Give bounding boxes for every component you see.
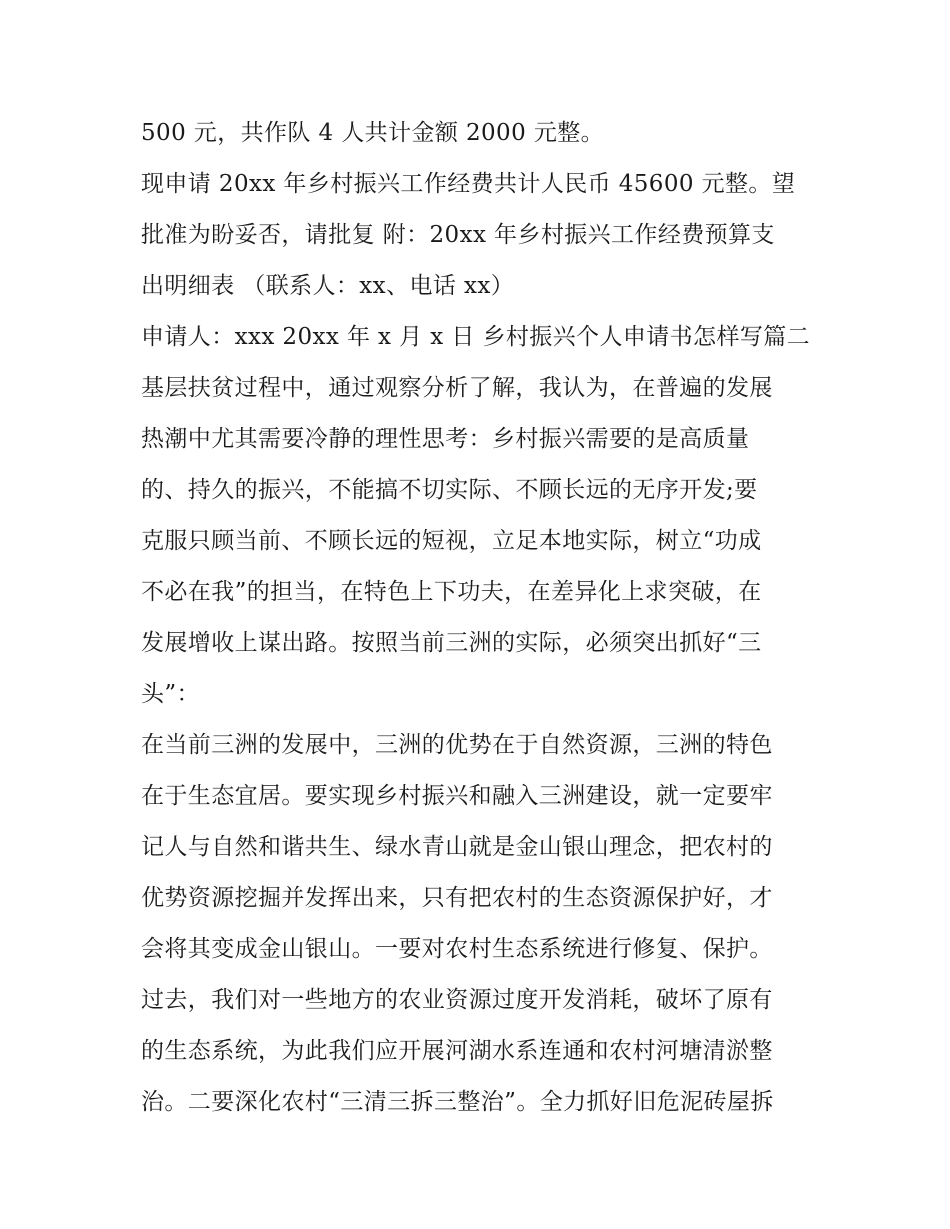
text-line-7: 热潮中尤其需要冷静的理性思考：乡村振兴需要的是高质量 — [141, 426, 750, 452]
text-line-16: 优势资源挖掘并发挥出来，只有把农村的生态资源保护好，才 — [141, 885, 773, 911]
text-line-15: 记人与自然和谐共生、绿水青山就是金山银山理念，把农村的 — [141, 834, 773, 860]
text-line-1: 500 元，共作队 4 人共计金额 2000 元整。 — [141, 120, 605, 146]
text-line-11: 发展增收上谋出路。按照当前三洲的实际，必须突出抓好“三 — [141, 630, 762, 656]
text-line-3: 批准为盼妥否，请批复 附：20xx 年乡村振兴工作经费预算支 — [141, 222, 775, 248]
text-line-4: 出明细表 （联系人：xx、电话 xx） — [141, 273, 515, 299]
text-line-18: 过去，我们对一些地方的农业资源过度开发消耗，破坏了原有 — [141, 987, 773, 1013]
text-line-20: 治。二要深化农村“三清三拆三整治”。全力抓好旧危泥砖屋拆 — [141, 1089, 774, 1115]
text-line-10: 不必在我”的担当，在特色上下功夫，在差异化上求突破，在 — [141, 579, 762, 605]
text-line-19: 的生态系统，为此我们应开展河湖水系连通和农村河塘清淤整 — [141, 1038, 773, 1064]
text-line-6: 基层扶贫过程中，通过观察分析了解，我认为，在普遍的发展 — [141, 375, 773, 401]
text-line-2: 现申请 20xx 年乡村振兴工作经费共计人民币 45600 元整。望 — [141, 171, 796, 197]
document-body — [141, 108, 821, 1128]
text-line-13: 在当前三洲的发展中，三洲的优势在于自然资源，三洲的特色 — [141, 732, 773, 758]
text-line-9: 克服只顾当前、不顾长远的短视，立足本地实际，树立“功成 — [141, 528, 762, 554]
text-line-12: 头”： — [141, 681, 200, 707]
text-line-8: 的、持久的振兴，不能搞不切实际、不顾长远的无序开发;要 — [141, 477, 758, 503]
text-line-14: 在于生态宜居。要实现乡村振兴和融入三洲建设，就一定要牢 — [141, 783, 773, 809]
text-line-17: 会将其变成金山银山。一要对农村生态系统进行修复、保护。 — [141, 936, 773, 962]
text-line-5: 申请人：xxx 20xx 年 x 月 x 日 乡村振兴个人申请书怎样写篇二 — [141, 324, 811, 350]
